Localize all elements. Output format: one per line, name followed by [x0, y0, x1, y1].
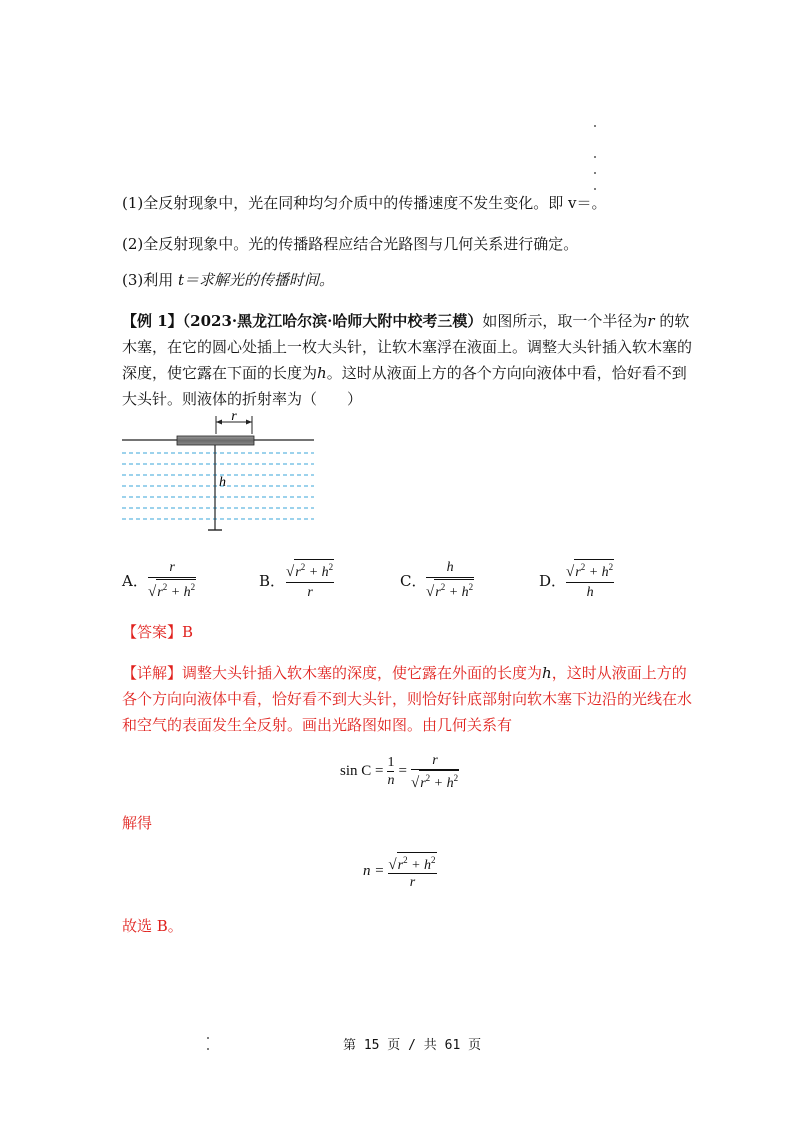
explanation-tag: 【详解】	[122, 664, 183, 682]
option-d-label[interactable]: D．	[539, 572, 567, 590]
option-b-label[interactable]: B．	[259, 572, 286, 590]
option-a-label[interactable]: A．	[122, 572, 148, 590]
solve-label: 解得	[122, 814, 153, 832]
page-number: 第 15 页 / 共 61 页	[343, 1038, 482, 1053]
conclusion-text: 故选 B。	[122, 917, 183, 935]
option-c-formula[interactable]: h √ $r^2 + h^2$	[426, 560, 474, 600]
explanation-text: 【详解】调整大头针插入软木塞的深度，使它露在外面的长度为h，这时从液面上方的各个方向向液体中看，恰好看不到大头针，则恰好针底部射向软木塞下边沿的光线在水和空气的表面发生全反射。画出光路图如图。由几何关系有	[122, 664, 693, 734]
decorative-dot	[594, 125, 596, 127]
answer-label: 【答案】B	[122, 623, 194, 641]
example-tag: 【例 1】	[122, 312, 183, 330]
figure-label-r: r	[231, 412, 237, 424]
intro-line-2: (2)全反射现象中。光的传播路程应结合光路图与几何关系进行确定。	[122, 235, 579, 253]
cork	[177, 436, 254, 445]
intro-line-3: (3)利用 t＝求解光的传播时间。	[122, 271, 335, 289]
decorative-dot	[594, 172, 596, 174]
decorative-dot	[207, 1048, 209, 1050]
option-c-label[interactable]: C．	[400, 572, 427, 590]
decorative-dot	[207, 1037, 209, 1039]
option-a-formula[interactable]: r √ $r^2 + h^2$	[148, 560, 196, 600]
decorative-dot	[594, 156, 596, 158]
figure-label-h: h	[219, 475, 226, 490]
equation-sinc: sin C = 1 n = r √ $r^2 + h^2$	[340, 753, 459, 791]
equation-n: n = √ $r^2 + h^2$ r	[363, 852, 437, 891]
option-b-formula[interactable]: √ $r^2 + h^2$ r	[286, 559, 334, 601]
example-question: 【例 1】（2023·黑龙江哈尔滨·哈师大附中校考三模）如图所示，取一个半径为r 的软木塞，在它的圆心处插上一枚大头针，让软木塞浮在液面上。调整大头针插入软木塞的深度，使它露在下面的长度为h。这时从液面上方的各个方向向液体中看，恰好看不到大头针。则液体的折射率为（ ）	[122, 312, 693, 408]
intro-line-1: (1)全反射现象中，光在同种均匀介质中的传播速度不发生变化。即 v＝。	[122, 194, 607, 212]
option-d-formula[interactable]: √ $r^2 + h^2$ h	[566, 559, 614, 601]
example-source: （2023·黑龙江哈尔滨·哈师大附中校考三模）	[182, 312, 483, 330]
cork-pin-figure	[118, 412, 318, 536]
